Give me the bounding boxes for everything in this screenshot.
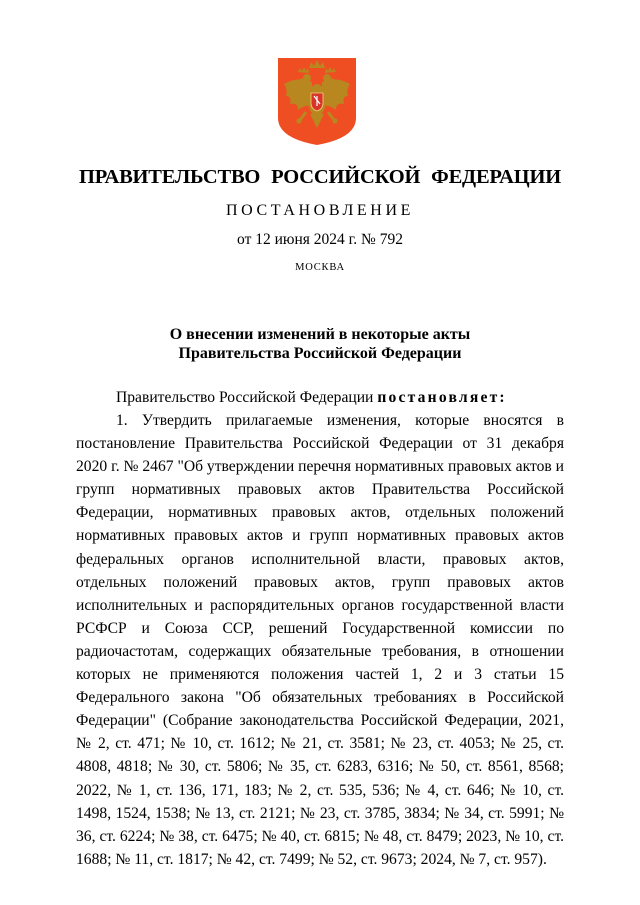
subject-line-2: Правительства Российской Федерации (178, 345, 462, 362)
intro-text: Правительство Российской Федерации (116, 389, 374, 406)
document-type: ПОСТАНОВЛЕНИЕ (226, 202, 414, 219)
document-city: МОСКВА (295, 262, 345, 273)
document-date-number: от 12 июня 2024 г. № 792 (237, 231, 403, 248)
subject-line-1: О внесении изменений в некоторые акты (169, 326, 471, 343)
coat-of-arms-icon (276, 56, 358, 146)
paragraph-1: 1. Утвердить прилагаемые изменения, которые вносятся в постановление Правительства Российской Федерации от 31 декабря 2020 г. № 2467 "Об утверждении перечня нормативных правовых актов и групп нормативных правовых актов Правительства Российской Федерации, нормативных правовых актов, отдельных положений нормативных правовых актов и групп нормативных правовых актов федеральных органов исполнительной власти, правовых актов, отдельных положений правовых актов, групп правовых актов исполнительных и распорядительных органов государственной власти РСФСР и Союза ССР, решений Государственной комиссии по радиочастотам, содержащих обязательные требования, в отношении которых не применяются положения частей 1, 2 и 3 статьи 15 Федерального закона "Об обязательных требованиях в Российской Федерации" (Собрание законодательства Российской Федерации, 2021, № 2, ст. 471; № 10, ст. 1612; № 21, ст. 3581; № 23, ст. 4053; № 25, ст. 4808, 4818; № 30, ст. 5806; № 35, ст. 6283, 6316; № 50, ст. 8561, 8568; 2022, № 1, ст. 136, 171, 183; № 2, ст. 535, 536; № 4, ст. 646; № 10, ст. 1498, 1524, 1538; № 13, ст. 2121; № 23, ст. 3785, 3834; № 34, ст. 5991; № 36, ст. 6224; № 38, ст. 6475; № 40, ст. 6815; № 48, ст. 8479; 2023, № 10, ст. 1688; № 11, ст. 1817; № 42, ст. 7499; № 52, ст. 9673; 2024, № 7, ст. 957). (76, 412, 564, 868)
government-title: ПРАВИТЕЛЬСТВО РОССИЙСКОЙ ФЕДЕРАЦИИ (79, 166, 561, 188)
intro-paragraph (76, 386, 564, 409)
document-subject (0, 325, 640, 363)
decree-word: постановляет: (377, 389, 507, 406)
